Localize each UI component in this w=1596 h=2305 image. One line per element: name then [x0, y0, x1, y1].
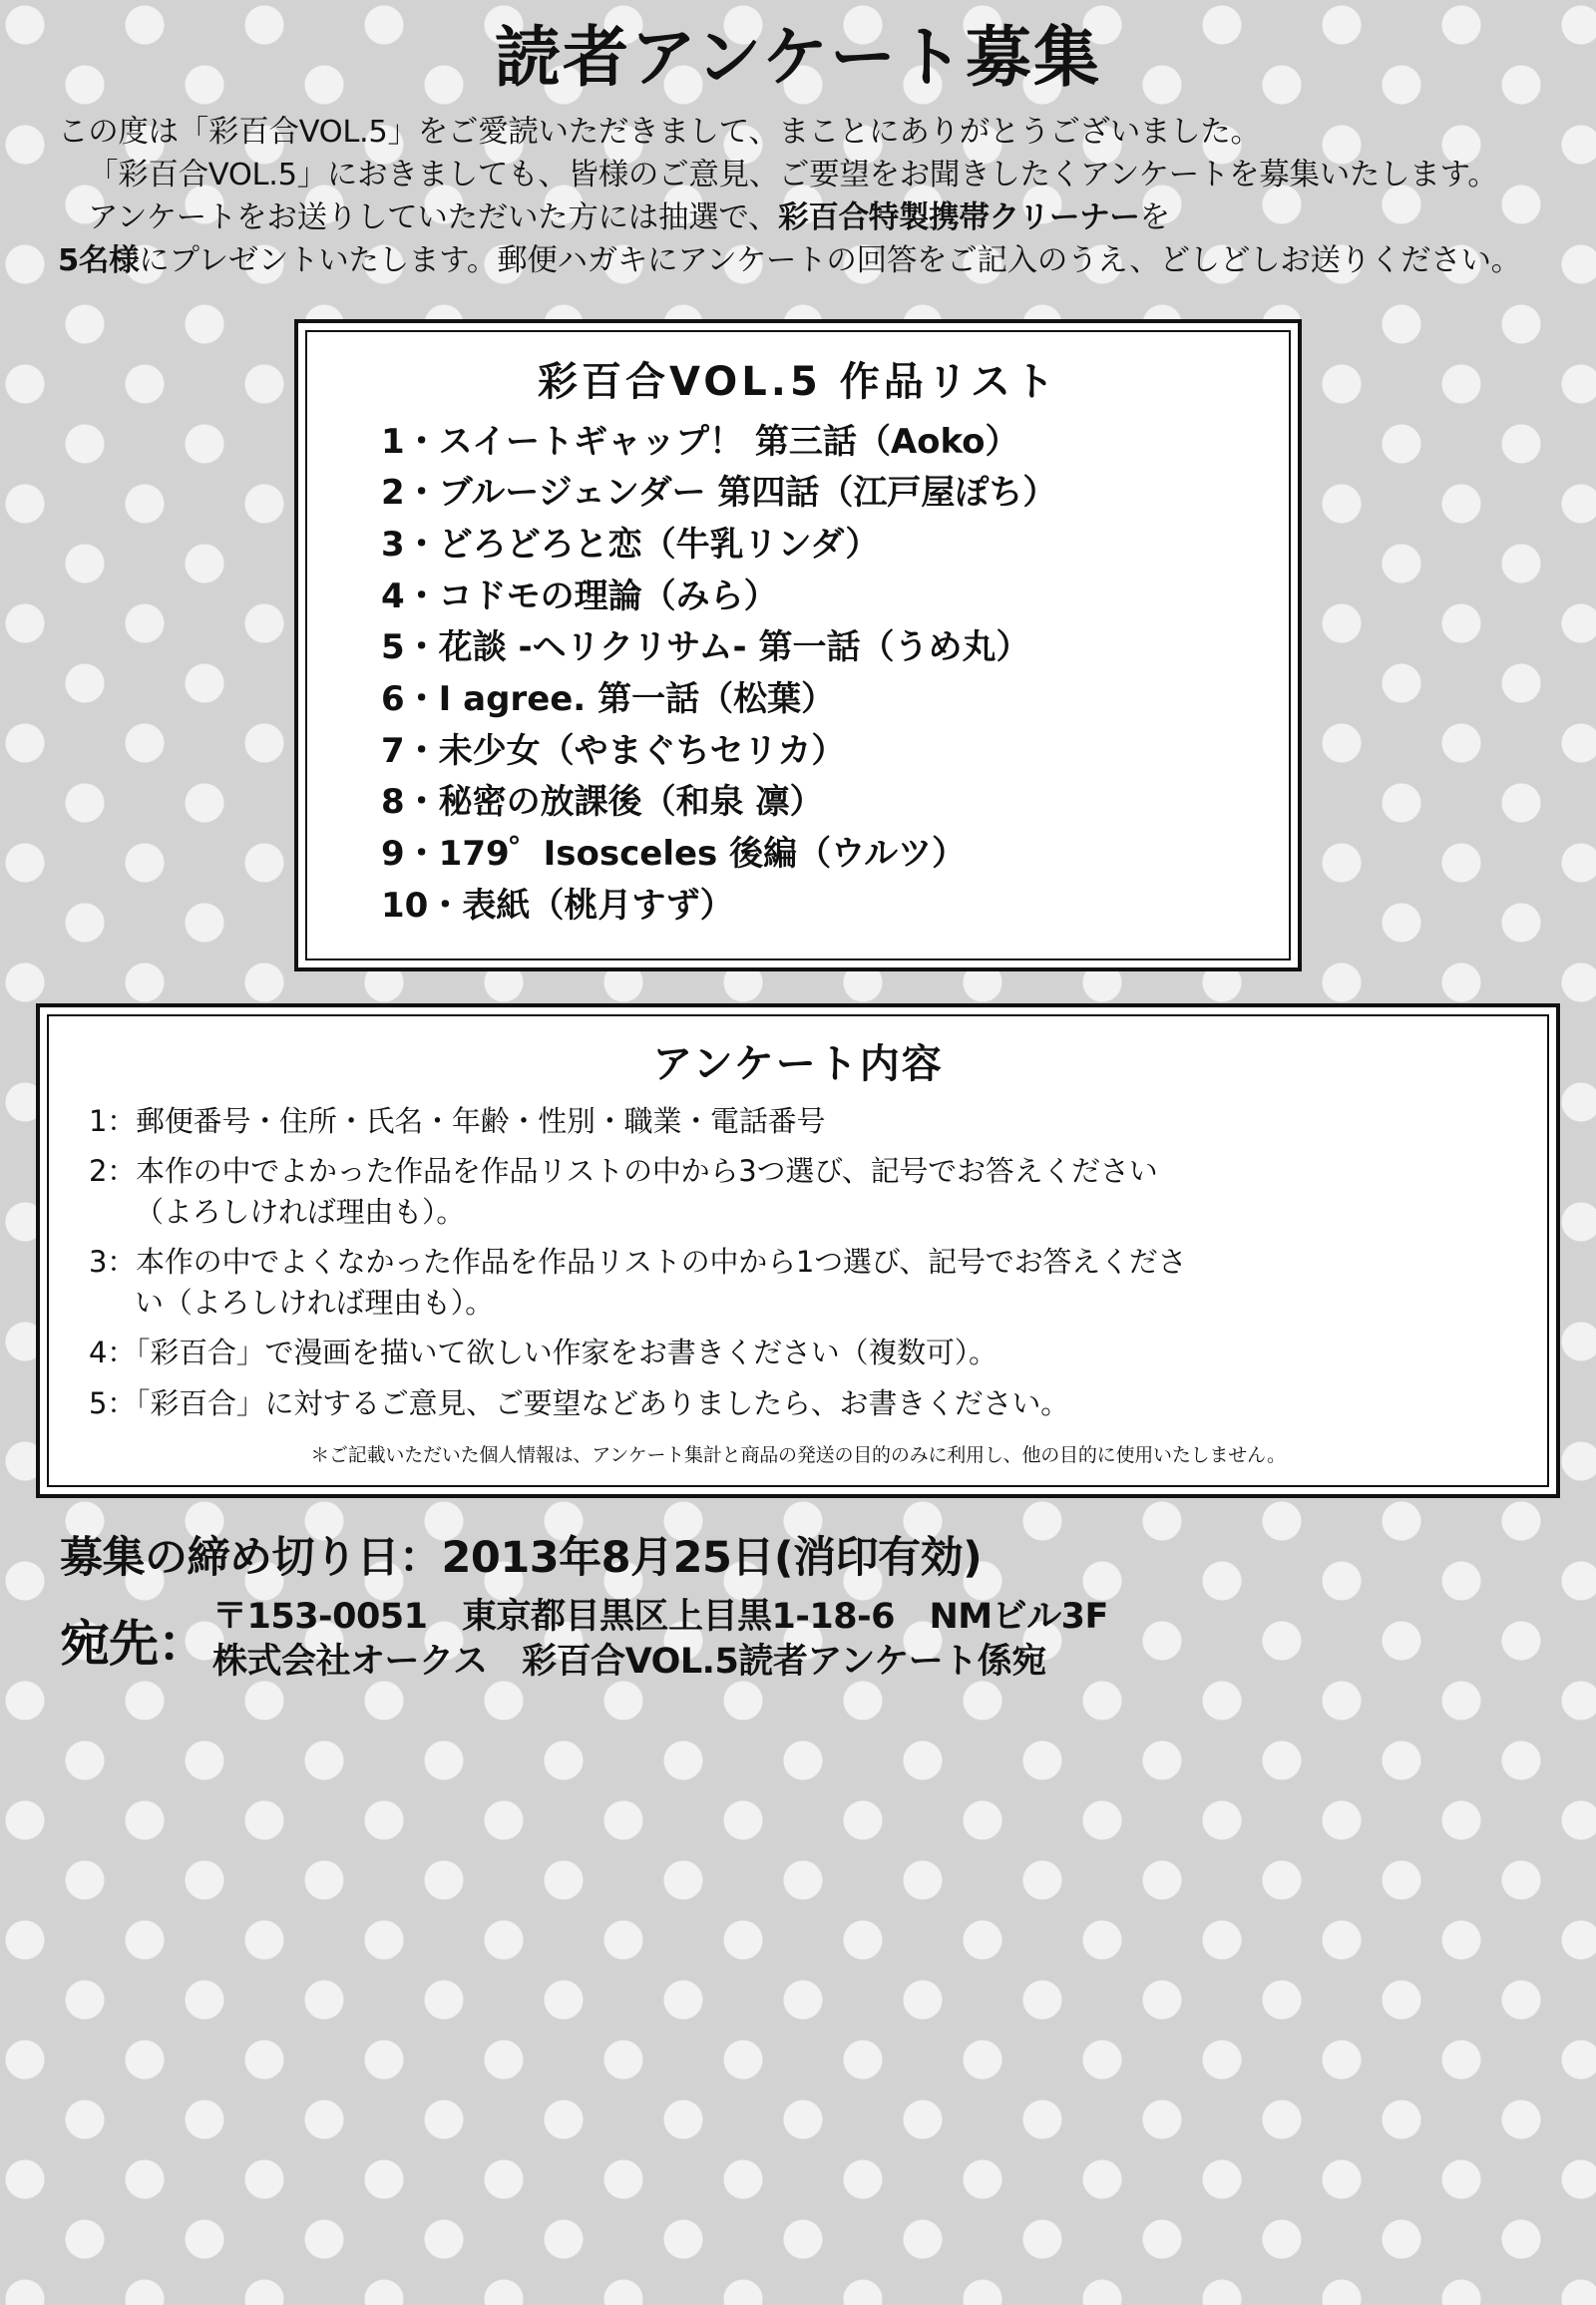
- works-list-box: [294, 319, 1302, 971]
- address-label: 宛先：: [60, 1614, 206, 1673]
- list-item: [75, 1383, 1521, 1424]
- list-item: 3・どろどろと恋（牛乳リンダ）: [381, 525, 880, 566]
- intro-paragraph-1: この度は「彩百合VOL.5」をご愛読いただきまして、まことにありがとうございました。: [58, 114, 1261, 150]
- list-item: [75, 1151, 1521, 1233]
- intro-paragraph-4: [58, 239, 1538, 282]
- list-item: 5・花談 -ヘリクリサム- 第一話（うめ丸）: [381, 627, 1030, 668]
- intro-winner-count: 5名様: [58, 243, 140, 279]
- survey-content-inner: [47, 1014, 1549, 1487]
- list-item: 9・179゜Isosceles 後編（ウルツ）: [381, 834, 967, 875]
- intro-prize-lead: アンケートをお送りしていただいた方には抽選で、: [88, 200, 779, 236]
- list-item: 1・スイートギャップ！ 第三話（Aoko）: [381, 421, 1019, 462]
- intro-paragraph-2: 「彩百合VOL.5」におきましても、皆様のご意見、ご要望をお聞きしたくアンケートを募集いたします。: [88, 157, 1498, 192]
- survey-heading: アンケート内容: [652, 1040, 944, 1087]
- intro-prize-name: 彩百合特製携帯クリーナー: [778, 200, 1140, 236]
- works-list-inner: [305, 330, 1291, 960]
- survey-question-main: 4：「彩百合」で漫画を描いて欲しい作家をお書きください（複数可）。: [89, 1336, 998, 1370]
- survey-question-list: [75, 1101, 1521, 1424]
- list-item: [75, 1101, 1521, 1142]
- survey-question-main: 3：本作の中でよくなかった作品を作品リストの中から1つ選び、記号でお答えくださ: [89, 1245, 1187, 1280]
- list-item: 8・秘密の放課後（和泉 凛）: [381, 782, 824, 823]
- address-block: [36, 1595, 1560, 1685]
- list-item: 10・表紙（桃月すず）: [381, 885, 734, 926]
- deadline-text: 募集の締め切り日：2013年8月25日(消印有効): [60, 1532, 983, 1583]
- list-item: [75, 1333, 1521, 1373]
- list-item: [75, 1242, 1521, 1324]
- address-line-1: 〒153-0051 東京都目黒区上目黒1-18-6 NMビル3F: [212, 1596, 1108, 1637]
- intro-closing: にプレゼントいたします。郵便ハガキにアンケートの回答をご記入のうえ、どしどしお送りください。: [139, 243, 1521, 279]
- works-list: [333, 417, 1263, 933]
- privacy-note: ＊ご記載いただいた個人情報は、アンケート集計と商品の発送の目的のみに利用し、他の目的に使用いたしません。: [310, 1443, 1286, 1466]
- intro-prize-tail: を: [1139, 200, 1170, 236]
- survey-question-cont: （よろしければ理由も）。: [135, 1194, 466, 1229]
- address-line-2: 株式会社オークス 彩百合VOL.5読者アンケート係宛: [212, 1641, 1046, 1682]
- list-item: 2・ブルージェンダー 第四話（江戸屋ぽち）: [381, 473, 1057, 514]
- page-title: 読者アンケート募集: [494, 19, 1102, 96]
- works-list-heading: 彩百合VOL.5 作品リスト: [538, 358, 1058, 405]
- intro-text: [36, 101, 1560, 283]
- survey-question-cont: い（よろしければ理由も）。: [135, 1286, 494, 1321]
- list-item: 6・I agree. 第一話（松葉）: [381, 679, 836, 720]
- survey-content-box: [36, 1003, 1560, 1498]
- intro-paragraph-3: [58, 196, 1538, 239]
- list-item: 4・コドモの理論（みら）: [381, 576, 778, 616]
- survey-question-main: 2：本作の中でよかった作品を作品リストの中から3つ選び、記号でお答えください: [89, 1153, 1158, 1188]
- survey-question-main: 1：郵便番号・住所・氏名・年齢・性別・職業・電話番号: [89, 1103, 826, 1138]
- survey-question-main: 5：「彩百合」に対するご意見、ご要望などありましたら、お書きください。: [89, 1385, 1069, 1420]
- address-lines: [212, 1595, 1108, 1685]
- list-item: 7・未少女（やまぐちセリカ）: [381, 730, 846, 771]
